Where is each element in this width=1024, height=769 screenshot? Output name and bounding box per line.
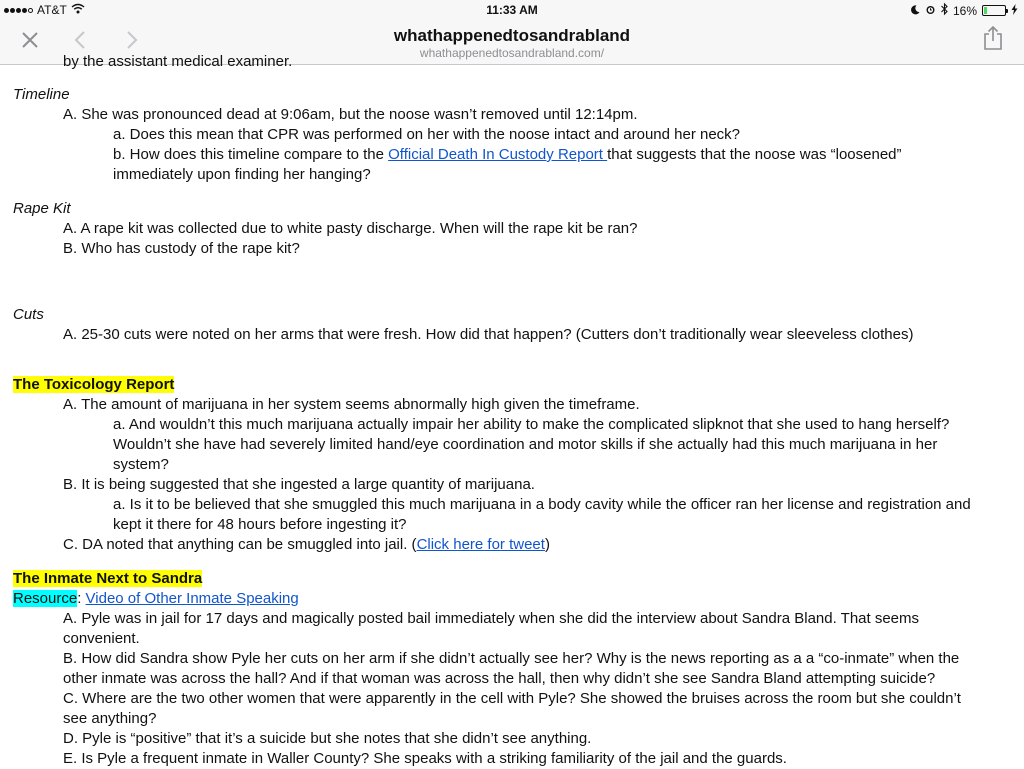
- resource-label: Resource: [13, 590, 78, 607]
- timeline-item-a-b: [113, 145, 902, 165]
- bluetooth-icon: [941, 3, 948, 18]
- toxicology-item-c-close: ): [544, 536, 550, 553]
- toxicology-item-a: A. The amount of marijuana in her system seems abnormally high given the timeframe.: [63, 396, 640, 413]
- status-bar: [0, 0, 1024, 20]
- inmate-item-a-cont: convenient.: [63, 630, 140, 647]
- inmate-item-c: C. Where are the two other women that were apparently in the cell with Pyle? She showed the bruises across the room but she couldn’t: [63, 690, 961, 707]
- timeline-item-a: A. She was pronounced dead at 9:06am, but the noose wasn’t removed until 12:14pm.: [63, 106, 638, 123]
- toxicology-item-a-a-cont: Wouldn’t she have had severely limited hand/eye coordination and motor skills if she actually had this much marijuana in her: [113, 436, 938, 453]
- share-button[interactable]: [981, 28, 1005, 52]
- cut-off-line: by the assistant medical examiner.: [63, 53, 293, 70]
- rape-kit-item-b: B. Who has custody of the rape kit?: [63, 240, 300, 257]
- toxicology-item-b-a: a. Is it to be believed that she smuggled this much marijuana in a body cavity while the officer ran her license and registration and: [113, 496, 971, 513]
- inmate-item-a: A. Pyle was in jail for 17 days and magically posted bail immediately when she did the interview about Sandra Bland. That seems: [63, 610, 920, 627]
- status-time: 11:33 AM: [486, 3, 538, 17]
- toxicology-item-b-a-cont: kept it there for 48 hours before ingesting it?: [113, 516, 407, 533]
- resource-line: [13, 589, 299, 609]
- toxicology-heading-text: The Toxicology Report: [13, 376, 175, 393]
- inmate-item-b: B. How did Sandra show Pyle her cuts on her arm if she didn’t actually see her? Why is the news reporting as a a “co-inmate” when the: [63, 650, 960, 667]
- charging-bolt-icon: [1011, 4, 1018, 18]
- toxicology-item-a-a: a. And wouldn’t this much marijuana actually impair her ability to make the complicated slipknot that she used to hang herself?: [113, 416, 950, 433]
- official-death-report-link[interactable]: Official Death In Custody Report: [388, 146, 608, 163]
- toxicology-item-c: [63, 535, 550, 555]
- page-title: whathappenedtosandrabland: [393, 26, 631, 45]
- toxicology-item-c-text: C. DA noted that anything can be smuggled into jail. (: [63, 536, 417, 553]
- cuts-item-a: A. 25-30 cuts were noted on her arms that were fresh. How did that happen? (Cutters don’t traditionally wear sleeveless clothes): [63, 326, 914, 343]
- resource-separator: :: [77, 590, 86, 607]
- section-heading-inmate: [13, 569, 202, 589]
- inmate-item-d: D. Pyle is “positive” that it’s a suicide but she notes that she didn’t see anything.: [63, 730, 592, 747]
- timeline-item-a-b-text-post: that suggests that the noose was “loosened”: [607, 146, 902, 163]
- carrier-label: AT&T: [37, 3, 67, 17]
- timeline-item-a-b-cont: immediately upon finding her hanging?: [113, 166, 371, 183]
- status-bar-right: [910, 3, 1018, 18]
- inmate-heading-text: The Inmate Next to Sandra: [13, 570, 203, 587]
- share-icon: [982, 25, 1004, 56]
- moon-icon: [910, 4, 920, 18]
- inmate-video-link[interactable]: Video of Other Inmate Speaking: [85, 590, 299, 607]
- section-heading-rape-kit: Rape Kit: [13, 200, 71, 217]
- inmate-item-c-cont: see anything?: [63, 710, 157, 727]
- rape-kit-item-a: A. A rape kit was collected due to white pasty discharge. When will the rape kit be ran?: [63, 220, 638, 237]
- timeline-item-a-b-text: b. How does this timeline compare to the: [113, 146, 389, 163]
- battery-fill: [984, 7, 987, 14]
- battery-icon: [982, 5, 1006, 16]
- inmate-item-e: E. Is Pyle a frequent inmate in Waller County? She speaks with a striking familiarity of the jail and the guards.: [63, 750, 787, 767]
- alarm-icon: [925, 4, 936, 18]
- page-url[interactable]: whathappenedtosandrabland.com/: [419, 46, 605, 60]
- toxicology-item-a-a-cont2: system?: [113, 456, 169, 473]
- tweet-link[interactable]: Click here for tweet: [416, 536, 545, 553]
- battery-percent: 16%: [952, 3, 977, 18]
- toxicology-item-b: B. It is being suggested that she ingested a large quantity of marijuana.: [63, 476, 535, 493]
- section-heading-toxicology: [13, 375, 174, 395]
- inmate-item-b-cont: other inmate was across the hall? And if that woman was across the hall, then why didn’t she see Sandra Bland attempting suicide?: [63, 670, 936, 687]
- timeline-item-a-a: a. Does this mean that CPR was performed on her with the noose intact and around her neck?: [113, 126, 741, 143]
- section-heading-timeline: Timeline: [13, 86, 70, 103]
- section-heading-cuts: Cuts: [13, 306, 44, 323]
